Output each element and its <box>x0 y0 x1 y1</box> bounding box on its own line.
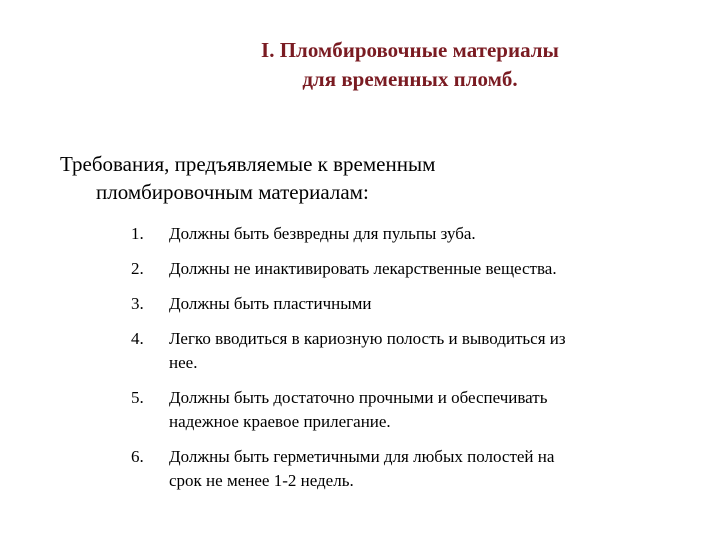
slide-title-line-2: для временных пломб. <box>302 67 518 91</box>
requirements-list <box>131 222 661 504</box>
list-item-text-line-1: Должны быть достаточно прочными и обеспечивать <box>169 388 548 407</box>
list-item-text <box>169 292 661 316</box>
slide-title <box>220 36 600 94</box>
list-item-text-line-1: Должны не инактивировать лекарственные вещества. <box>169 259 557 278</box>
list-item-number: 5. <box>131 388 144 407</box>
list-item <box>131 445 661 493</box>
list-item <box>131 327 661 375</box>
list-item <box>131 386 661 434</box>
list-item-number: 2. <box>131 259 144 278</box>
list-item-text <box>169 445 661 493</box>
list-item-text <box>169 327 661 375</box>
list-item-text <box>169 257 661 281</box>
list-item-text-line-2: надежное краевое прилегание. <box>169 412 391 431</box>
list-item-number: 6. <box>131 447 144 466</box>
list-item-text-line-1: Должны быть безвредны для пульпы зуба. <box>169 224 476 243</box>
requirements-heading <box>60 150 620 206</box>
list-item-text-line-1: Должны быть герметичными для любых полостей на <box>169 447 555 466</box>
list-item-text-line-1: Легко вводиться в кариозную полость и выводиться из <box>169 329 566 348</box>
list-item-text-line-2: нее. <box>169 353 198 372</box>
list-item-number: 4. <box>131 329 144 348</box>
requirements-heading-line-1: Требования, предъявляемые к временным <box>60 152 436 176</box>
list-item-text-line-2: срок не менее 1-2 недель. <box>169 471 354 490</box>
list-item-text <box>169 222 661 246</box>
list-item <box>131 222 661 246</box>
requirements-heading-line-2: пломбировочным материалам: <box>96 180 369 204</box>
list-item-number: 3. <box>131 294 144 313</box>
list-item-text <box>169 386 661 434</box>
list-item <box>131 257 661 281</box>
list-item <box>131 292 661 316</box>
list-item-text-line-1: Должны быть пластичными <box>169 294 372 313</box>
list-item-number: 1. <box>131 224 144 243</box>
slide-title-line-1: I. Пломбировочные материалы <box>261 38 559 62</box>
